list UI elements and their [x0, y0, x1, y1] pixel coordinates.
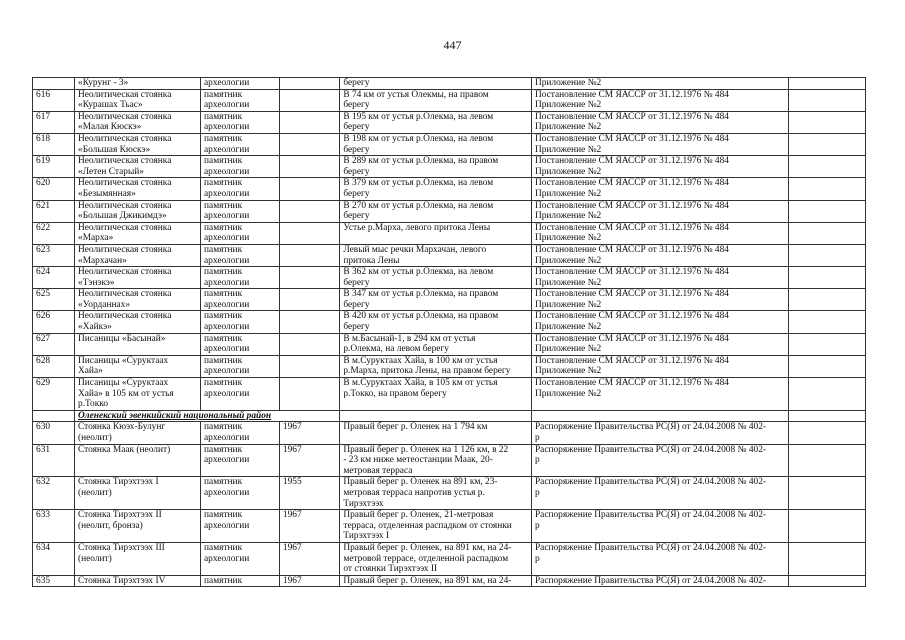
- discovery-year: [279, 78, 339, 90]
- monument-category: памятник археологии: [201, 289, 280, 311]
- discovery-year: 1967: [279, 575, 339, 587]
- legal-document: Постановление СМ ЯАССР от 31.12.1976 № 484 Приложение №2: [531, 133, 788, 155]
- legal-document: Постановление СМ ЯАССР от 31.12.1976 № 484 Приложение №2: [531, 355, 788, 377]
- monument-name: Стоянка Тирэхтээх I (неолит): [75, 477, 201, 510]
- table-row: [33, 378, 866, 411]
- extra-cell: [789, 542, 866, 575]
- extra-cell: [789, 355, 866, 377]
- monument-category: памятник археологии: [201, 244, 280, 266]
- legal-document: Постановление СМ ЯАССР от 31.12.1976 № 484 Приложение №2: [531, 333, 788, 355]
- row-number: 630: [33, 422, 75, 444]
- extra-cell: [789, 575, 866, 587]
- legal-document: Распоряжение Правительства РС(Я) от 24.04.2008 № 402-: [531, 575, 788, 587]
- monument-name: Неолитическая стоянка «Летен Старый»: [75, 156, 201, 178]
- legal-document: Распоряжение Правительства РС(Я) от 24.04.2008 № 402- р: [531, 444, 788, 477]
- monument-category: памятник археологии: [201, 378, 280, 411]
- table-row: [33, 444, 866, 477]
- monument-location: В 74 км от устья Олекмы, на правом берегу: [340, 89, 532, 111]
- table-row: [33, 111, 866, 133]
- row-number: 619: [33, 156, 75, 178]
- monument-location: Левый мыс речки Мархачан, левого притока Лены: [340, 244, 532, 266]
- table-row: [33, 575, 866, 587]
- extra-cell: [789, 178, 866, 200]
- section-row: [33, 410, 866, 422]
- discovery-year: 1967: [279, 542, 339, 575]
- row-number: 616: [33, 89, 75, 111]
- table-row: [33, 244, 866, 266]
- monument-name: Неолитическая стоянка «Большая Кюскэ»: [75, 133, 201, 155]
- discovery-year: [279, 333, 339, 355]
- extra-cell: [789, 111, 866, 133]
- monument-location: В 289 км от устья р.Олекма, на правом берегу: [340, 156, 532, 178]
- table-row: [33, 477, 866, 510]
- table-row: [33, 178, 866, 200]
- monument-name: Стоянка Тирэхтээх II (неолит, бронза): [75, 510, 201, 543]
- row-number: 634: [33, 542, 75, 575]
- row-number: 625: [33, 289, 75, 311]
- monument-location: В 270 км от устья р.Олекма, на левом берегу: [340, 200, 532, 222]
- monument-category: археологии: [201, 78, 280, 90]
- monument-location: В 379 км от устья р.Олекма, на левом берегу: [340, 178, 532, 200]
- monument-category: памятник археологии: [201, 222, 280, 244]
- discovery-year: [279, 156, 339, 178]
- extra-cell: [789, 510, 866, 543]
- monument-category: памятник археологии: [201, 89, 280, 111]
- discovery-year: 1967: [279, 510, 339, 543]
- legal-document: Постановление СМ ЯАССР от 31.12.1976 № 484 Приложение №2: [531, 200, 788, 222]
- monument-category: памятник археологии: [201, 156, 280, 178]
- discovery-year: [279, 200, 339, 222]
- monument-location: В м.Суруктаах Хайа, в 100 км от устья р.Марха, притока Лены, на правом берегу: [340, 355, 532, 377]
- monument-location: Правый берег р. Оленек, на 891 км, на 24-: [340, 575, 532, 587]
- monument-name: Неолитическая стоянка «Безымянная»: [75, 178, 201, 200]
- table-row: [33, 422, 866, 444]
- row-number: 622: [33, 222, 75, 244]
- monument-category: памятник археологии: [201, 111, 280, 133]
- discovery-year: [279, 289, 339, 311]
- monument-location: В м.Басынай-1, в 294 км от устья р.Олекма, на левом берегу: [340, 333, 532, 355]
- monument-location: В 195 км от устья р.Олекма, на левом берегу: [340, 111, 532, 133]
- discovery-year: [279, 267, 339, 289]
- monument-location: В 347 км от устья р.Олекма, на правом берегу: [340, 289, 532, 311]
- table-row: [33, 267, 866, 289]
- monument-location: В м.Суруктаах Хайа, в 105 км от устья р.Токко, на правом берегу: [340, 378, 532, 411]
- monument-name: Неолитическая стоянка «Хайкэ»: [75, 311, 201, 333]
- row-number: [33, 78, 75, 90]
- monument-location: В 420 км от устья р.Олекма, на правом берегу: [340, 311, 532, 333]
- row-number: 621: [33, 200, 75, 222]
- legal-document: Постановление СМ ЯАССР от 31.12.1976 № 484 Приложение №2: [531, 244, 788, 266]
- table-row: [33, 289, 866, 311]
- discovery-year: 1967: [279, 422, 339, 444]
- section-num-cell: [33, 410, 75, 422]
- table-row: [33, 542, 866, 575]
- page-number: 447: [443, 38, 462, 52]
- row-number: 618: [33, 133, 75, 155]
- extra-cell: [789, 78, 866, 90]
- legal-document: Постановление СМ ЯАССР от 31.12.1976 № 484 Приложение №2: [531, 111, 788, 133]
- table-row: [33, 133, 866, 155]
- monument-category: памятник археологии: [201, 333, 280, 355]
- monument-category: памятник археологии: [201, 355, 280, 377]
- discovery-year: 1967: [279, 444, 339, 477]
- discovery-year: [279, 89, 339, 111]
- monument-category: памятник археологии: [201, 422, 280, 444]
- monument-location: Правый берег р. Оленек, 21-метровая терраса, отделенная распадком от стоянки Тирэхтээх I: [340, 510, 532, 543]
- legal-document: Приложение №2: [531, 78, 788, 90]
- discovery-year: [279, 378, 339, 411]
- monument-name: Писаницы «Суруктаах Хайа»: [75, 355, 201, 377]
- monument-category: памятник археологии: [201, 133, 280, 155]
- monument-name: «Курунг - 3»: [75, 78, 201, 90]
- monument-location: В 198 км от устья р.Олекма, на левом берегу: [340, 133, 532, 155]
- legal-document: Распоряжение Правительства РС(Я) от 24.04.2008 № 402- р: [531, 510, 788, 543]
- monument-category: памятник: [201, 575, 280, 587]
- row-number: 626: [33, 311, 75, 333]
- section-doc-cell: [531, 410, 788, 422]
- monument-name: Писаницы «Басынай»: [75, 333, 201, 355]
- discovery-year: [279, 311, 339, 333]
- monument-name: Стоянка Кюэх-Булунг (неолит): [75, 422, 201, 444]
- table-row: [33, 156, 866, 178]
- monument-location: берегу: [340, 78, 532, 90]
- table-row: [33, 200, 866, 222]
- legal-document: Постановление СМ ЯАССР от 31.12.1976 № 484 Приложение №2: [531, 289, 788, 311]
- monuments-table: [32, 77, 866, 587]
- legal-document: Постановление СМ ЯАССР от 31.12.1976 № 484 Приложение №2: [531, 222, 788, 244]
- table-row: [33, 78, 866, 90]
- extra-cell: [789, 378, 866, 411]
- extra-cell: [789, 289, 866, 311]
- monument-name: Неолитическая стоянка «Тэнэкэ»: [75, 267, 201, 289]
- section-loc-cell: [340, 410, 532, 422]
- discovery-year: [279, 222, 339, 244]
- extra-cell: [789, 244, 866, 266]
- monument-name: Неолитическая стоянка «Мархачан»: [75, 244, 201, 266]
- monument-category: памятник археологии: [201, 200, 280, 222]
- monument-name: Неолитическая стоянка «Большая Джикимдэ»: [75, 200, 201, 222]
- legal-document: Распоряжение Правительства РС(Я) от 24.04.2008 № 402- р: [531, 477, 788, 510]
- row-number: 635: [33, 575, 75, 587]
- monument-name: Неолитическая стоянка «Уорданнах»: [75, 289, 201, 311]
- monument-name: Стоянка Маак (неолит): [75, 444, 201, 477]
- table-row: [33, 510, 866, 543]
- row-number: 632: [33, 477, 75, 510]
- monument-name: Стоянка Тирэхтээх III (неолит): [75, 542, 201, 575]
- extra-cell: [789, 200, 866, 222]
- legal-document: Постановление СМ ЯАССР от 31.12.1976 № 484 Приложение №2: [531, 178, 788, 200]
- monument-location: В 362 км от устья р.Олекма, на левом берегу: [340, 267, 532, 289]
- monument-name: Стоянка Тирэхтээх IV: [75, 575, 201, 587]
- monument-location: Правый берег р. Оленек на 1 794 км: [340, 422, 532, 444]
- monument-category: памятник археологии: [201, 311, 280, 333]
- extra-cell: [789, 222, 866, 244]
- extra-cell: [789, 333, 866, 355]
- monument-location: Правый берег р. Оленек, на 891 км, на 24- метровой террасе, отделенной распадком от стоянки Тирэхтээх II: [340, 542, 532, 575]
- extra-cell: [789, 422, 866, 444]
- row-number: 624: [33, 267, 75, 289]
- extra-cell: [789, 89, 866, 111]
- monument-category: памятник археологии: [201, 477, 280, 510]
- table-row: [33, 311, 866, 333]
- table-row: [33, 355, 866, 377]
- row-number: 623: [33, 244, 75, 266]
- legal-document: Постановление СМ ЯАССР от 31.12.1976 № 484 Приложение №2: [531, 89, 788, 111]
- row-number: 627: [33, 333, 75, 355]
- table-row: [33, 222, 866, 244]
- table-row: [33, 333, 866, 355]
- monument-category: памятник археологии: [201, 267, 280, 289]
- monument-category: памятник археологии: [201, 444, 280, 477]
- discovery-year: [279, 133, 339, 155]
- row-number: 620: [33, 178, 75, 200]
- extra-cell: [789, 311, 866, 333]
- monument-name: Неолитическая стоянка «Марха»: [75, 222, 201, 244]
- section-extra-cell: [789, 410, 866, 422]
- discovery-year: [279, 178, 339, 200]
- legal-document: Постановление СМ ЯАССР от 31.12.1976 № 484 Приложение №2: [531, 378, 788, 411]
- row-number: 617: [33, 111, 75, 133]
- monument-location: Устье р.Марха, левого притока Лены: [340, 222, 532, 244]
- monument-category: памятник археологии: [201, 510, 280, 543]
- legal-document: Распоряжение Правительства РС(Я) от 24.04.2008 № 402- р: [531, 542, 788, 575]
- section-title: Оленекский эвенкийский национальный район: [75, 410, 340, 422]
- row-number: 631: [33, 444, 75, 477]
- discovery-year: 1955: [279, 477, 339, 510]
- extra-cell: [789, 477, 866, 510]
- extra-cell: [789, 267, 866, 289]
- monument-location: Правый берег р. Оленек на 891 км, 23- метровая терраса напротив устья р. Тирэхтээх: [340, 477, 532, 510]
- monument-category: памятник археологии: [201, 542, 280, 575]
- monument-name: Неолитическая стоянка «Малая Кюскэ»: [75, 111, 201, 133]
- monument-name: Неолитическая стоянка «Курашах Тьас»: [75, 89, 201, 111]
- discovery-year: [279, 244, 339, 266]
- monument-name: Писаницы «Суруктаах Хайа» в 105 км от устья р.Токко: [75, 378, 201, 411]
- discovery-year: [279, 355, 339, 377]
- monument-category: памятник археологии: [201, 178, 280, 200]
- extra-cell: [789, 133, 866, 155]
- row-number: 629: [33, 378, 75, 411]
- legal-document: Постановление СМ ЯАССР от 31.12.1976 № 484 Приложение №2: [531, 311, 788, 333]
- extra-cell: [789, 444, 866, 477]
- monument-location: Правый берег р. Оленек на 1 126 км, в 22 - 23 км ниже метеостанции Маак, 20- метровая терраса: [340, 444, 532, 477]
- row-number: 628: [33, 355, 75, 377]
- extra-cell: [789, 156, 866, 178]
- discovery-year: [279, 111, 339, 133]
- legal-document: Постановление СМ ЯАССР от 31.12.1976 № 484 Приложение №2: [531, 156, 788, 178]
- table-row: [33, 89, 866, 111]
- legal-document: Распоряжение Правительства РС(Я) от 24.04.2008 № 402- р: [531, 422, 788, 444]
- row-number: 633: [33, 510, 75, 543]
- legal-document: Постановление СМ ЯАССР от 31.12.1976 № 484 Приложение №2: [531, 267, 788, 289]
